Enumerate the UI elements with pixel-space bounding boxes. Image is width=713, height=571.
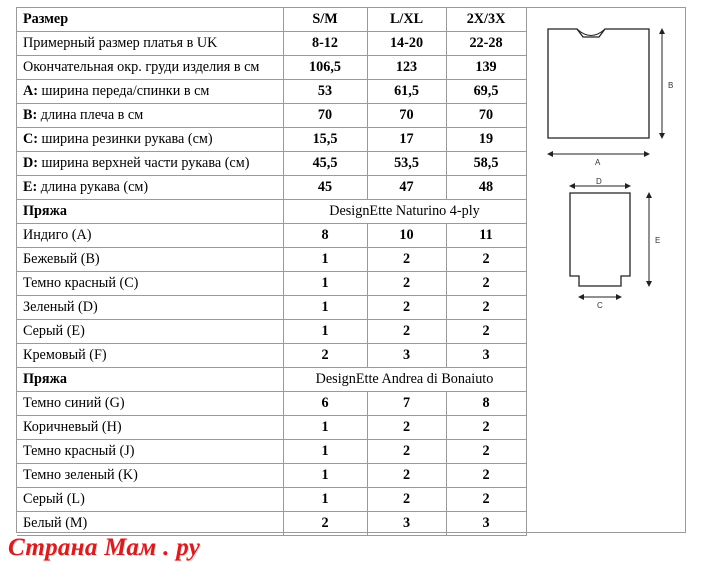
- measurement-value: 47: [367, 176, 446, 200]
- yarn-amount: 2: [367, 296, 446, 320]
- yarn-amount: 6: [283, 392, 367, 416]
- yarn-color-label: Темно красный (J): [17, 440, 283, 464]
- site-watermark: Страна Мам . ру: [8, 534, 201, 561]
- measurement-row: [17, 128, 526, 152]
- measurement-row: [17, 176, 526, 200]
- yarn-section-title: Пряжа: [17, 368, 283, 392]
- yarn-color-label: Темно красный (C): [17, 272, 283, 296]
- measurement-text: Примерный размер платья в UK: [23, 35, 218, 51]
- measurement-label: [17, 176, 283, 200]
- measurement-value: 45,5: [283, 152, 367, 176]
- yarn-amount: 8: [446, 392, 526, 416]
- yarn-amount: 1: [283, 272, 367, 296]
- label-a: A: [595, 158, 601, 167]
- label-d: D: [596, 177, 602, 186]
- garment-diagram: [526, 8, 685, 532]
- yarn-color-label: Бежевый (B): [17, 248, 283, 272]
- measurement-text: ширина верхней части рукава (см): [37, 155, 250, 171]
- measurement-value: 53: [283, 80, 367, 104]
- measurement-value: 17: [367, 128, 446, 152]
- yarn-color-row: [17, 248, 526, 272]
- yarn-section-title: Пряжа: [17, 200, 283, 224]
- sleeve-piece-diagram: [570, 177, 660, 310]
- yarn-amount: 1: [283, 488, 367, 512]
- yarn-color-row: [17, 488, 526, 512]
- yarn-amount: 2: [367, 464, 446, 488]
- yarn-amount: 1: [283, 416, 367, 440]
- measurement-value: 19: [446, 128, 526, 152]
- yarn-amount: 2: [367, 272, 446, 296]
- yarn-color-row: [17, 512, 526, 536]
- measurement-text: Окончательная окр. груди изделия в см: [23, 59, 260, 75]
- yarn-amount: 11: [446, 224, 526, 248]
- measurement-row: [17, 32, 526, 56]
- size-chart: [16, 7, 686, 533]
- measurement-value: 48: [446, 176, 526, 200]
- measurement-label: [17, 128, 283, 152]
- measurement-value: 15,5: [283, 128, 367, 152]
- measurement-value: 8-12: [283, 32, 367, 56]
- yarn-color-label: Белый (M): [17, 512, 283, 536]
- measurement-value: 14-20: [367, 32, 446, 56]
- yarn-color-row: [17, 416, 526, 440]
- yarn-color-label: Темно зеленый (K): [17, 464, 283, 488]
- measurement-value: 123: [367, 56, 446, 80]
- measurement-text: длина плеча в см: [37, 107, 144, 123]
- yarn-color-row: [17, 320, 526, 344]
- size-header-row: [17, 8, 526, 32]
- measurement-text: длина рукава (см): [37, 179, 149, 195]
- measurement-value: 70: [446, 104, 526, 128]
- measurement-label: [17, 104, 283, 128]
- measurement-value: 106,5: [283, 56, 367, 80]
- yarn-amount: 3: [446, 344, 526, 368]
- yarn-amount: 2: [367, 248, 446, 272]
- measurement-label: [17, 56, 283, 80]
- yarn-color-row: [17, 464, 526, 488]
- yarn-amount: 2: [367, 320, 446, 344]
- yarn-color-label: Зеленый (D): [17, 296, 283, 320]
- yarn-color-label: Темно синий (G): [17, 392, 283, 416]
- measurement-row: [17, 152, 526, 176]
- yarn-amount: 3: [446, 512, 526, 536]
- measurement-row: [17, 104, 526, 128]
- body-piece-diagram: [548, 29, 673, 167]
- measurement-value: 69,5: [446, 80, 526, 104]
- measurement-text: ширина переда/спинки в см: [37, 83, 210, 99]
- yarn-amount: 2: [446, 272, 526, 296]
- size-header-label: Размер: [17, 8, 283, 32]
- yarn-color-label: Серый (E): [17, 320, 283, 344]
- yarn-amount: 1: [283, 464, 367, 488]
- measurement-label: [17, 80, 283, 104]
- measurement-value: 22-28: [446, 32, 526, 56]
- yarn-amount: 8: [283, 224, 367, 248]
- yarn-amount: 10: [367, 224, 446, 248]
- yarn-color-label: Кремовый (F): [17, 344, 283, 368]
- yarn-amount: 2: [446, 296, 526, 320]
- measurement-row: [17, 56, 526, 80]
- measurement-code: B:: [23, 107, 38, 123]
- label-e: E: [655, 236, 661, 245]
- size-header-cell: 2X/3X: [446, 8, 526, 32]
- measurement-code: A:: [23, 83, 38, 99]
- yarn-color-row: [17, 344, 526, 368]
- measurement-code: D:: [23, 155, 38, 171]
- measurement-value: 45: [283, 176, 367, 200]
- yarn-amount: 1: [283, 440, 367, 464]
- yarn-color-label: Серый (L): [17, 488, 283, 512]
- yarn-amount: 2: [446, 248, 526, 272]
- yarn-amount: 2: [367, 488, 446, 512]
- yarn-amount: 2: [367, 440, 446, 464]
- measurement-value: 58,5: [446, 152, 526, 176]
- garment-diagram-svg: [527, 8, 686, 532]
- yarn-color-row: [17, 392, 526, 416]
- yarn-amount: 2: [446, 320, 526, 344]
- measurement-value: 70: [367, 104, 446, 128]
- measurement-code: E:: [23, 179, 38, 195]
- yarn-amount: 2: [446, 464, 526, 488]
- size-header-cell: S/M: [283, 8, 367, 32]
- yarn-color-label: Индиго (A): [17, 224, 283, 248]
- yarn-color-row: [17, 224, 526, 248]
- label-b: B: [668, 81, 674, 90]
- yarn-amount: 2: [283, 344, 367, 368]
- yarn-section-header: [17, 368, 526, 392]
- measurement-row: [17, 80, 526, 104]
- measurement-value: 139: [446, 56, 526, 80]
- yarn-color-row: [17, 296, 526, 320]
- spec-table: [17, 8, 527, 536]
- yarn-amount: 7: [367, 392, 446, 416]
- label-c: C: [597, 301, 603, 310]
- measurement-value: 70: [283, 104, 367, 128]
- yarn-color-row: [17, 440, 526, 464]
- yarn-brand: DesignEtte Andrea di Bonaiuto: [283, 368, 526, 392]
- yarn-amount: 1: [283, 320, 367, 344]
- measurement-value: 53,5: [367, 152, 446, 176]
- measurement-label: [17, 152, 283, 176]
- yarn-amount: 1: [283, 296, 367, 320]
- yarn-amount: 2: [446, 416, 526, 440]
- yarn-amount: 2: [446, 440, 526, 464]
- yarn-color-row: [17, 272, 526, 296]
- spec-table-body: [17, 8, 526, 536]
- yarn-brand: DesignEtte Naturino 4-ply: [283, 200, 526, 224]
- yarn-amount: 1: [283, 248, 367, 272]
- yarn-amount: 2: [367, 416, 446, 440]
- size-header-cell: L/XL: [367, 8, 446, 32]
- yarn-amount: 3: [367, 512, 446, 536]
- yarn-amount: 2: [446, 488, 526, 512]
- measurement-text: ширина резинки рукава (см): [37, 131, 213, 147]
- measurement-label: [17, 32, 283, 56]
- measurement-code: C:: [23, 131, 38, 147]
- measurement-value: 61,5: [367, 80, 446, 104]
- yarn-color-label: Коричневый (H): [17, 416, 283, 440]
- yarn-amount: 2: [283, 512, 367, 536]
- yarn-section-header: [17, 200, 526, 224]
- yarn-amount: 3: [367, 344, 446, 368]
